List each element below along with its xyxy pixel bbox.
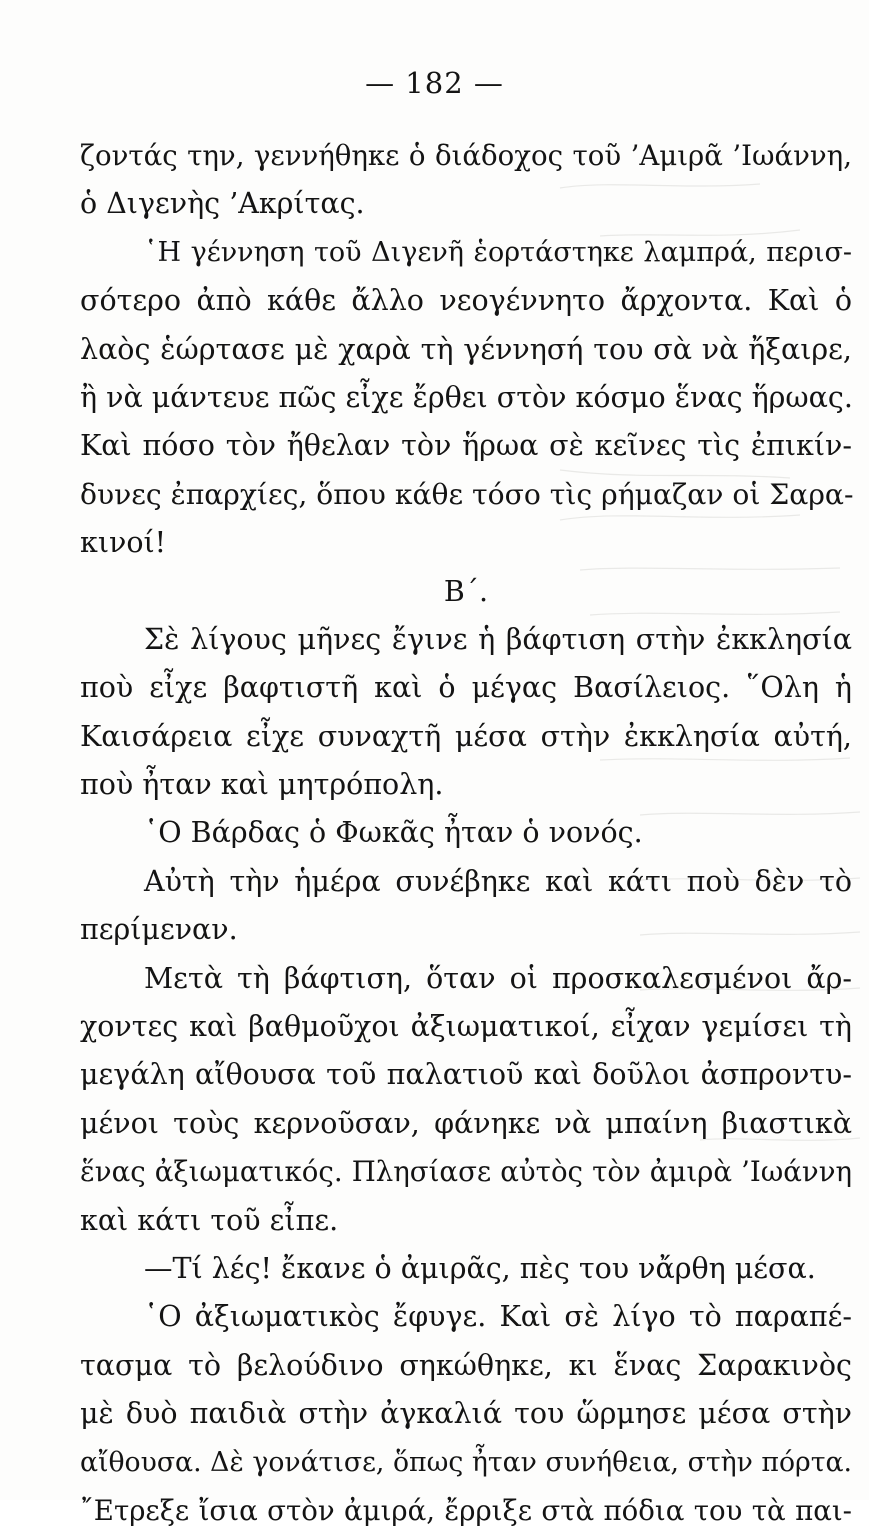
text-line: κινοί! [80,526,167,560]
text-line: δυνες ἐπαρχίες, ὅπου κάθε τόσο τὶς ρήμαζαν οἱ Σαρα- [80,477,854,511]
text-line: τασμα τὸ βελούδινο σηκώθηκε, κι ἕνας Σαρακινὸς [80,1348,852,1382]
text-line: Καισάρεια εἶχε συναχτῆ μέσα στὴν ἐκκλησία αὐτή, [80,719,852,753]
text-line: σότερο ἀπὸ κάθε ἄλλο νεογέννητο ἄρχοντα. Καὶ ὁ [80,284,852,318]
text-line: μένοι τοὺς κερνοῦσαν, φάνηκε νὰ μπαίνη βιαστικὰ [80,1106,852,1140]
text-line: μὲ δυὸ παιδιὰ στὴν ἀγκαλιά του ὥρμησε μέσα στὴν [80,1397,852,1431]
text-line: ῾Ο Βάρδας ὁ Φωκᾶς ἦταν ὁ νονός. [144,816,643,850]
text-line: αἴθουσα. Δὲ γονάτισε, ὅπως ἦταν συνήθεια, στὴν πόρτα. [80,1446,852,1478]
text-line: μεγάλη αἴθουσα τοῦ παλατιοῦ καὶ δοῦλοι ἀσπροντυ- [80,1058,852,1092]
text-line: ῎Ετρεξε ἴσια στὸν ἀμιρά, ἔρριξε στὰ πόδια του τὰ παι- [80,1493,852,1527]
text-line: καὶ κάτι τοῦ εἶπε. [80,1203,339,1237]
text-line: ζοντάς την, γεννήθηκε ὁ διάδοχος τοῦ ’Αμιρᾶ ’Ιωάννη, [80,139,852,172]
text-line: ῾Η γέννηση τοῦ Διγενῆ ἑορτάστηκε λαμπρά, περισ- [144,236,852,268]
text-line: Μετὰ τὴ βάφτιση, ὅταν οἱ προσκαλεσμένοι ἄρ- [144,961,852,995]
text-line: χοντες καὶ βαθμοῦχοι ἀξιωματικοί, εἶχαν γεμίσει τὴ [80,1010,852,1044]
text-line: Αὐτὴ τὴν ἡμέρα συνέβηκε καὶ κάτι ποὺ δὲν τὸ [144,864,852,898]
text-line: ἕνας ἀξιωματικός. Πλησίασε αὐτὸς τὸν ἀμιρὰ ’Ιωάννη [80,1155,852,1189]
text-line: ὁ Διγενὴς ’Ακρίτας. [80,187,365,221]
text-line: Σὲ λίγους μῆνες ἔγινε ἡ βάφτιση στὴν ἐκκλησία [144,622,852,656]
page-number: — 182 — [365,66,504,100]
body-text [80,132,852,1535]
text-line: ῾Ο ἀξιωματικὸς ἔφυγε. Καὶ σὲ λίγο τὸ παραπέ- [144,1300,852,1334]
text-line: ποὺ εἶχε βαφτιστῆ καὶ ὁ μέγας Βασίλειος. ῞Ολη ἡ [80,671,852,705]
text-line: περίμεναν. [80,913,238,947]
text-line: Καὶ πόσο τὸν ἤθελαν τὸν ἥρωα σὲ κεῖνες τὶς ἐπικίν- [80,429,852,463]
text-line: —Τί λές! ἔκανε ὁ ἀμιρᾶς, πὲς του νἄρθη μέσα. [144,1251,816,1285]
text-line: ἢ νὰ μάντευε πῶς εἶχε ἔρθει στὸν κόσμο ἕνας ἥρωας. [80,380,853,414]
text-line: λαὸς ἑώρτασε μὲ χαρὰ τὴ γέννησή του σὰ νὰ ἤξαιρε, [80,332,852,366]
section-heading: Β΄. [443,574,489,608]
text-line: ποὺ ἦταν καὶ μητρόπολη. [80,768,444,802]
